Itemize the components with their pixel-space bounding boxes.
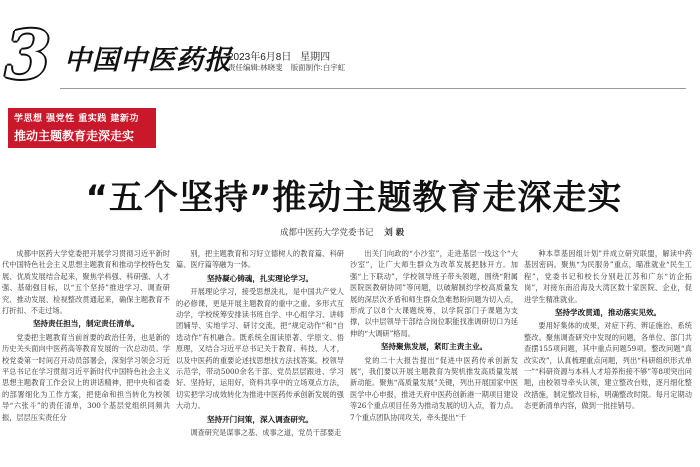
section-heading: 坚持责任担当，制定责任清单。	[32, 319, 140, 329]
paragraph: 党委把主题教育当前首要的政治任务，也是新的历史关头面向中医药高等教育发展的一次总动员。学校党委第一时间召开动员部署会，深刻学习领会习近平总书记在学习贯彻习近平新时代中国特色社会主义思想主题教育工作会议上的讲话精神，把中央和省委的部署细化为工作方案，把使命和担当转化为校领导“六张斗”的责任清单，300个基层党组织同频共振，层层压实责任分	[2, 332, 170, 422]
paragraph: 种本草基因组计划”并成立研究联盟，解读中药基因密码。聚焦“为民服务”重点，瞄准就业“民生工程”，党委书记和校长分别赴江苏和广东“访企拓岗”，对接东南沿海及大湾区数十家医院、企业，促进学生精准就业。	[524, 249, 692, 304]
editors-line	[228, 62, 351, 73]
column-banner	[8, 108, 156, 148]
paragraph: 调查研究是谋事之基、成事之道，党员干部要走	[190, 428, 342, 438]
issue-date-line	[228, 48, 336, 63]
layout-editor: 版面制作:白宇虹	[290, 63, 346, 72]
masthead	[0, 0, 700, 100]
paragraph: 党的二十大报告提出“促进中医药传承创新发展”，我们要以开展主题教育为契机推发高质量发展新动能。聚焦“高质量发展”关键，列出开展国家中医医学中心申报，推进天府中医药创新港一期项目建设等26个重点项目任务为推动发展的切入点，着力点。7个重点团队协同攻关，牵头提出“千	[350, 355, 518, 422]
article-column-2	[176, 248, 344, 467]
banner-slogan: 学思想 强党性 重实践 建新功	[14, 114, 139, 124]
section-heading: 坚持聚焦发展，紧盯主责主业。	[380, 342, 488, 352]
author-organization: 成都中医药大学党委书记	[280, 228, 374, 238]
responsible-editor: 责任编辑:林晓斐	[228, 63, 283, 72]
section-heading: 坚持开门问策，深入调查研究。	[206, 414, 314, 424]
newspaper-brand: 中国中医药报	[64, 45, 232, 76]
paragraph: 成都中医药大学党委把开展学习贯彻习近平新时代中国特色社会主义思想主题教育和推动学校特色发展、优质发展结合起来，聚焦学科强、科研强、人才强、基础强目标，以“五个坚持”推进学习、调查研究、推动发展、检视整改贯通起来，确保主题教育不打折扣、不走过场。	[2, 249, 170, 316]
article-column-3	[350, 248, 518, 467]
page-number: 3	[5, 16, 51, 94]
byline	[280, 226, 404, 238]
section-heading: 坚持凝心铸魂，扎实理论学习。	[206, 273, 314, 283]
paragraph: 出关门向政的“小沙室”，走进基层一线这个“大沙室”，让广大师生群众为改革发展把脉开方。加强“上下联动”，学校领导班子带头领题，围绕“附属医院医教研协同”等问题，以破解制约学校高质量发展的深层次矛盾和师生群众急难愁盼问题为切入点，形成了以8个大课题统筹，以学院部门子课题为支撑，以中层领导干部结合岗位职能找准调研切口为延伸的“大调研”格局。	[350, 249, 518, 338]
author-name: 刘 毅	[384, 228, 405, 238]
issue-weekday: 星期四	[300, 52, 331, 63]
banner-title: 推动主题教育走深走实	[14, 129, 135, 143]
paragraph: 别，把主题教育和习好立德树人的教育篇、科研篇、医疗篇等融为一体。	[176, 249, 344, 270]
article-column-1	[2, 248, 170, 467]
masthead-divider	[60, 88, 686, 89]
paragraph: 开展理论学习，接受思想洗礼，是中国共产党人的必修课，更是开展主题教育的重中之重。多形式互动学，学校统筹安排读书班自学、中心组学习、讲师团辅导、实地学习、研讨交流，把“规定动作”和“自选动作”有机融合。既系统全面读原著、学原文、悟原理，又结合习近平总书记关于教育、科技、人才，以及中医药的重要论述找思想找方法找答案。校领导示范学，带动5000余名干部、党员层层跟进、学习好、坚持好，运用好，资料共享中的立场观点方法，切实把学习成效转化为推进中医药传承创新发展的强大动力。	[176, 287, 344, 411]
issue-date: 2023年6月8日	[228, 52, 292, 63]
paragraph: 要用好集体的成果，对症下药、辨证施治、系统整改。聚焦调查研究中发现的问题，各单位、部门共查摆155项问题，其中重点问题59项。整改问题“真改实改”，认真梳理重点问题，列出“科研组织形式单一”“科研资源与本科人才培养衔接不够”等8项突出问题，由校领导牵头认领，建立整改台账，逐月细化整改措施，制定整改目标，明确整改时限。每月定期动态更新清单内容，做到一批挂销号。	[524, 321, 692, 411]
article-column-4	[524, 248, 692, 467]
section-heading: 坚持学改贯通，推动落实见效。	[554, 308, 662, 318]
article-headline: “五个坚持”推动主题教育走深走实	[85, 178, 623, 218]
article-body	[2, 248, 698, 467]
